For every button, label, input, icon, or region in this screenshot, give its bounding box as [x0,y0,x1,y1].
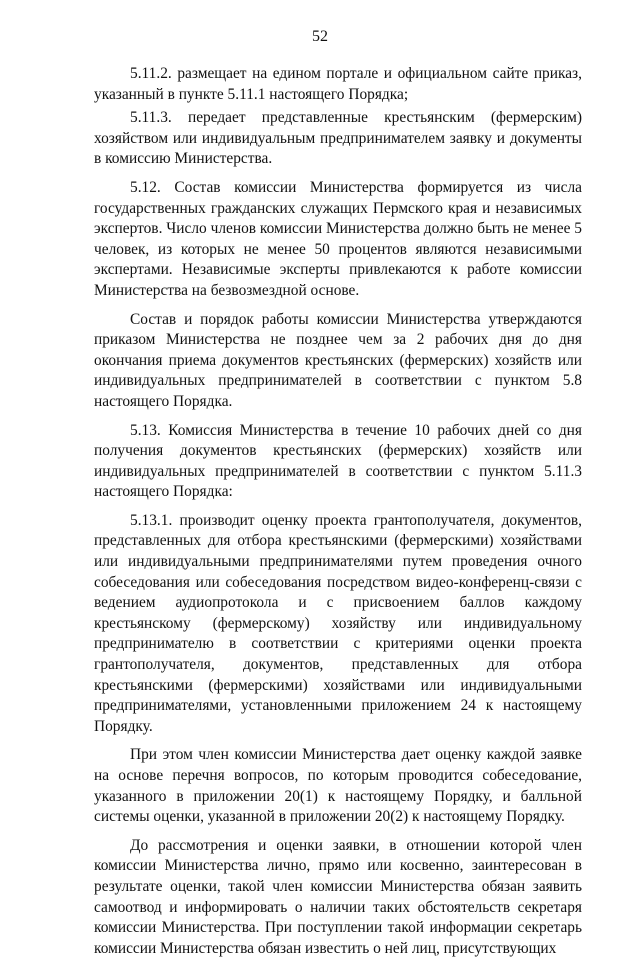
document-body [94,64,582,967]
paragraph-5-13: 5.13. Комиссия Министерства в течение 10 рабочих дней со дня получения документов крестьянских (фермерских) хозяйств или индивидуальных предпринимателей в соответствии с пунктом 5.11.3 настоящего Порядка: [94,421,582,501]
paragraph-5-13-1: 5.13.1. производит оценку проекта грантополучателя, документов, представленных для отбора крестьянскими (фермерскими) хозяйствами или индивидуальными предпринимателями путем проведения очного собеседования или собеседования посредством видео-конференц-связи с ведением аудиопротокола и с присвоением баллов каждому крестьянскому (фермерскому) хозяйству или индивидуальному предпринимателю в соответствии с критериями оценки проекта грантополучателя, документов, представленных для отбора крестьянскими (фермерскими) хозяйствами или индивидуальными предпринимателями, установленными приложением 24 к настоящему Порядку. [94,511,582,735]
page-number: 52 [312,28,328,45]
paragraph-evaluation: При этом член комиссии Министерства дает оценку каждой заявке на основе перечня вопросов, по которым проводится собеседование, указанного в приложении 20(1) к настоящему Порядку, и балльной системы оценки, указанной в приложении 20(2) к настоящему Порядку. [94,746,582,826]
paragraph-composition: Состав и порядок работы комиссии Министерства утверждаются приказом Министерства не позднее чем за 2 рабочих дня до дня окончания приема документов крестьянских (фермерских) хозяйств или индивидуальных предпринимателей в соответствии с пунктом 5.8 настоящего Порядка. [94,310,582,410]
paragraph-5-12: 5.12. Состав комиссии Министерства формируется из числа государственных гражданских служащих Пермского края и независимых экспертов. Число членов комиссии Министерства должно быть не менее 5 человек, из которых не менее 50 процентов являются независимыми экспертами. Независимые эксперты привлекаются к работе комиссии Министерства на безвозмездной основе. [94,178,582,299]
paragraph-5-11-3: 5.11.3. передает представленные крестьянским (фермерским) хозяйством или индивидуальным предпринимателем заявку и документы в комиссию Министерства. [94,109,582,168]
paragraph-5-11-2: 5.11.2. размещает на едином портале и официальном сайте приказ, указанный в пункте 5.11.1 настоящего Порядка; [94,65,582,103]
paragraph-self-recusal: До рассмотрения и оценки заявки, в отношении которой член комиссии Министерства лично, прямо или косвенно, заинтересован в результате оценки, такой член комиссии Министерства обязан заявить самоотвод и информировать о наличии таких обстоятельств секретаря комиссии Министерства. При поступлении такой информации секретарь комиссии Министерства обязан известить о ней лиц, присутствующих [94,836,582,957]
